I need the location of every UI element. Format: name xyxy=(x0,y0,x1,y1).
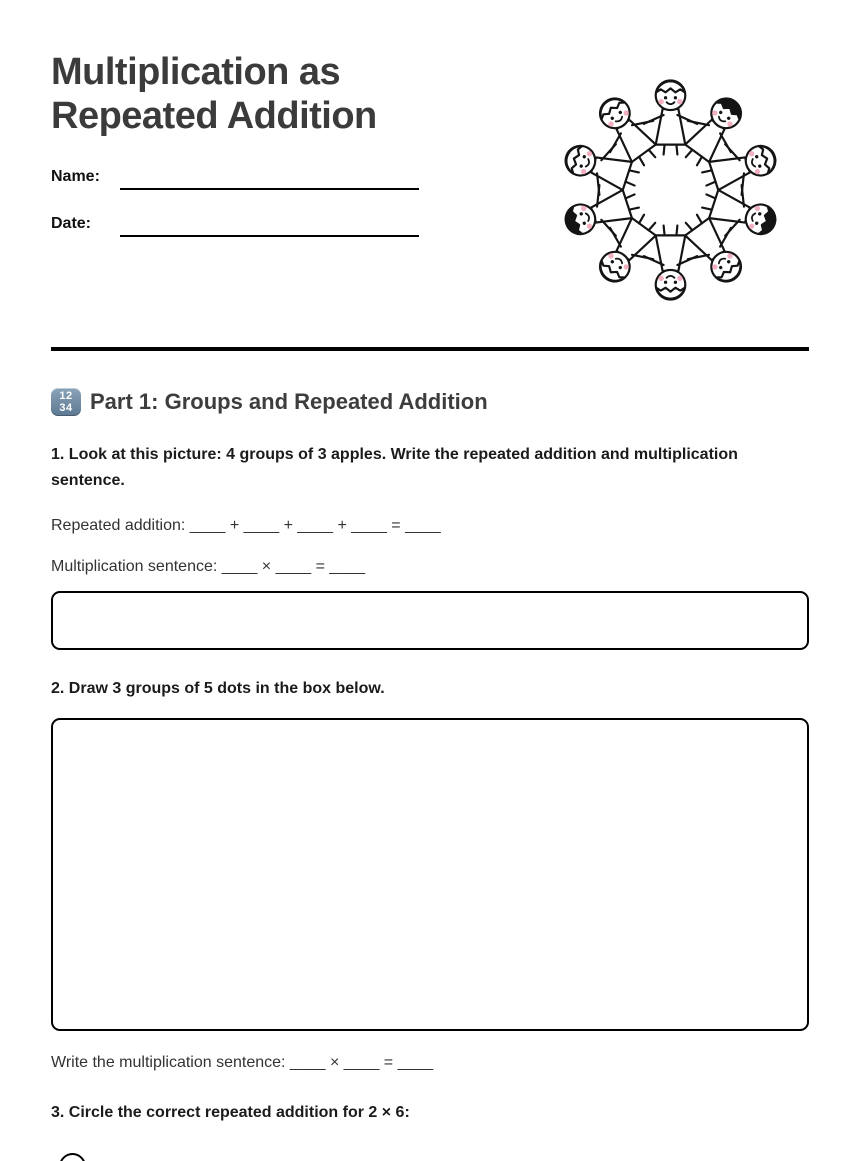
name-input-line[interactable] xyxy=(120,164,419,190)
section-divider xyxy=(51,347,809,351)
page-title-line2: Repeated Addition xyxy=(51,95,377,137)
question-1-picture-box[interactable] xyxy=(51,591,809,650)
part1-heading-text: Part 1: Groups and Repeated Addition xyxy=(90,389,488,414)
option-a-circle[interactable] xyxy=(59,1153,86,1161)
input-numbers-icon-bottom: 34 xyxy=(59,402,73,414)
date-input-line[interactable] xyxy=(120,211,419,237)
question-2-prompt: 2. Draw 3 groups of 5 dots in the box below. xyxy=(51,680,385,697)
children-circle-clipart xyxy=(527,42,814,338)
page-title-line1: Multiplication as xyxy=(51,51,341,93)
part1-heading xyxy=(51,388,809,416)
date-label: Date: xyxy=(51,215,92,232)
input-numbers-icon-top: 12 xyxy=(59,390,73,402)
repeated-addition-blanks: Repeated addition: ____ + ____ + ____ + ____ = ____ xyxy=(51,517,441,534)
question-2-drawing-box[interactable] xyxy=(51,718,809,1031)
question-1-prompt: 1. Look at this picture: 4 groups of 3 apples. Write the repeated addition and multiplication sentence. xyxy=(51,446,738,489)
question-3-prompt: 3. Circle the correct repeated addition for 2 × 6: xyxy=(51,1104,410,1121)
input-numbers-icon xyxy=(51,388,81,416)
multiplication-sentence-blanks: Multiplication sentence: ____ × ____ = ____ xyxy=(51,558,366,575)
write-multiplication-blanks: Write the multiplication sentence: ____ × ____ = ____ xyxy=(51,1054,434,1071)
name-label: Name: xyxy=(51,168,100,185)
